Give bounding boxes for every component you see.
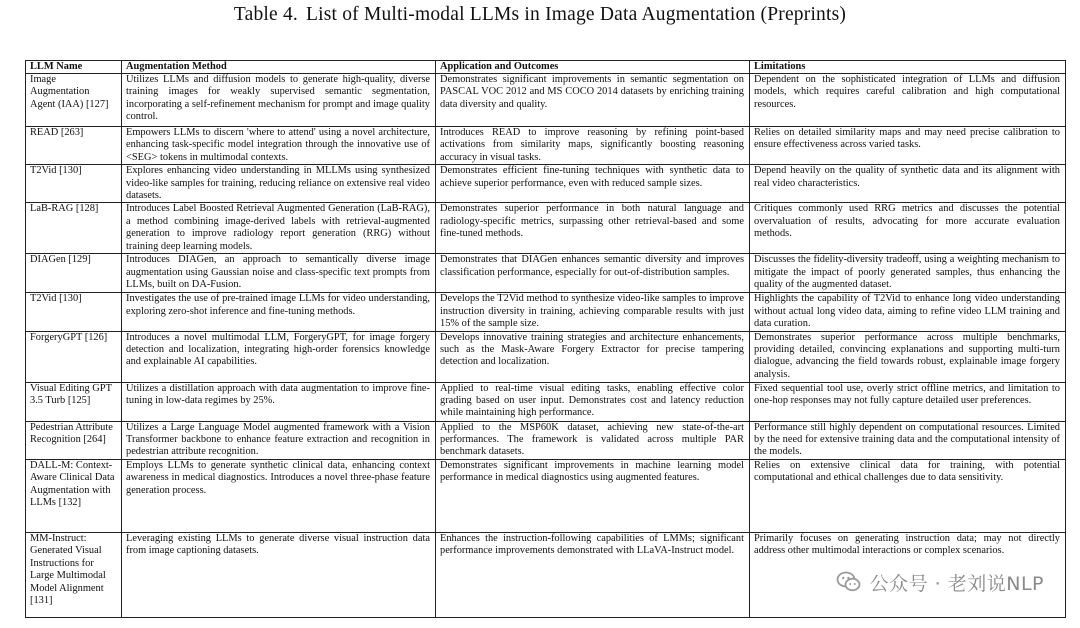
table-row: [26, 421, 1066, 459]
cell-limitation: Relies on extensive clinical data for training, with potential computational and ethical challenges due to data sensitivity.: [750, 459, 1066, 532]
cell-method: Investigates the use of pre-trained image LLMs for video understanding, exploring zero-shot inference and fine-tuning methods.: [122, 293, 436, 331]
header-augmentation-method: Augmentation Method: [122, 61, 436, 74]
cell-llm-name: LaB-RAG [128]: [26, 203, 122, 254]
cell-outcome: Develops innovative training strategies and architecture enhancements, such as the Mask-Aware Forgery Extractor for precise tampering detection and localization.: [436, 331, 750, 382]
llm-table: [25, 60, 1066, 618]
cell-outcome: Applied to real-time visual editing tasks, enabling effective color grading based on user input. Demonstrates cost and latency reduction while maintaining high performance.: [436, 382, 750, 421]
cell-limitation: Primarily focuses on generating instruction data; may not directly address other multimodal interactions or complex scenarios.: [750, 532, 1066, 617]
cell-llm-name: T2Vid [130]: [26, 293, 122, 331]
cell-method: Utilizes a Large Language Model augmented framework with a Vision Transformer backbone to enhance feature extraction and recognition in pedestrian attribute recognition.: [122, 421, 436, 459]
table-row: [26, 127, 1066, 165]
header-application-outcomes: Application and Outcomes: [436, 61, 750, 74]
cell-limitation: Discusses the fidelity-diversity tradeoff, using a weighting mechanism to mitigate the impact of poorly generated samples, thus enhancing the quality of the augmented dataset.: [750, 254, 1066, 293]
cell-outcome: Demonstrates significant improvements in machine learning model performance in medical diagnostics using augmented features.: [436, 459, 750, 532]
cell-method: Introduces a novel multimodal LLM, ForgeryGPT, for image forgery detection and localization, integrating high-order forensics knowledge and explainable AI capabilities.: [122, 331, 436, 382]
table-row: [26, 74, 1066, 127]
cell-outcome: Develops the T2Vid method to synthesize video-like samples to improve instruction diversity in training, achieving comparable results with just 15% of the sample size.: [436, 293, 750, 331]
watermark-text: 公众号 · 老刘说NLP: [869, 572, 1044, 595]
table-row: [26, 203, 1066, 254]
cell-limitation: Highlights the capability of T2Vid to enhance long video understanding without actual long video data, aiming to refine video LLM training and data curation.: [750, 293, 1066, 331]
cell-method: Empowers LLMs to discern 'where to attend' using a novel architecture, enhancing task-specific model integration through the innovative use of <SEG> tokens in multimodal contexts.: [122, 127, 436, 165]
cell-limitation: Performance still highly dependent on computational resources. Limited by the need for extensive training data and the computational intensity of the models.: [750, 421, 1066, 459]
cell-llm-name: ForgeryGPT [126]: [26, 331, 122, 382]
cell-llm-name: READ [263]: [26, 127, 122, 165]
cell-llm-name: Pedestrian Attribute Recognition [264]: [26, 421, 122, 459]
table-row: [26, 293, 1066, 331]
header-limitations: Limitations: [750, 61, 1066, 74]
cell-method: Introduces Label Boosted Retrieval Augmented Generation (LaB-RAG), a method combining image-derived labels with retrieval-augmented generation to improve radiology report generation (RRG) without training deep learning models.: [122, 203, 436, 254]
cell-outcome: Demonstrates efficient fine-tuning techniques with synthetic data to achieve superior performance, even with reduced sample sizes.: [436, 165, 750, 203]
cell-method: Employs LLMs to generate synthetic clinical data, enhancing context awareness in medical diagnostics. Introduces a novel three-phase feature generation process.: [122, 459, 436, 532]
cell-outcome: Demonstrates superior performance in both natural language and radiology-specific metrics, surpassing other retrieval-based and some fine-tuned methods.: [436, 203, 750, 254]
table-row: [26, 331, 1066, 382]
cell-llm-name: DIAGen [129]: [26, 254, 122, 293]
watermark: [836, 568, 1044, 596]
table-row: [26, 254, 1066, 293]
cell-llm-name: T2Vid [130]: [26, 165, 122, 203]
cell-outcome: Enhances the instruction-following capabilities of LMMs; significant performance improvements demonstrated with LLaVA-Instruct model.: [436, 532, 750, 617]
cell-method: Utilizes a distillation approach with data augmentation to improve fine-tuning in low-data regimes by 25%.: [122, 382, 436, 421]
cell-method: Utilizes LLMs and diffusion models to generate high-quality, diverse training images for weakly supervised semantic segmentation, incorporating a self-refinement mechanism for prompt and image quality control.: [122, 74, 436, 127]
table-header-row: [26, 61, 1066, 74]
table-row: [26, 165, 1066, 203]
cell-method: Explores enhancing video understanding in MLLMs using synthesized video-like samples for training, reducing reliance on extensive real video datasets.: [122, 165, 436, 203]
wechat-icon: [836, 569, 862, 595]
cell-outcome: Applied to the MSP60K dataset, achieving new state-of-the-art performances. The framework is validated across multiple PAR benchmark datasets.: [436, 421, 750, 459]
cell-limitation: Depend heavily on the quality of synthetic data and its alignment with real video characteristics.: [750, 165, 1066, 203]
cell-method: Leveraging existing LLMs to generate diverse visual instruction data from image captioning datasets.: [122, 532, 436, 617]
cell-llm-name: Visual Editing GPT 3.5 Turb [125]: [26, 382, 122, 421]
table-caption: [0, 2, 1080, 28]
cell-outcome: Demonstrates significant improvements in semantic segmentation on PASCAL VOC 2012 and MS COCO 2014 datasets by enriching training data diversity and quality.: [436, 74, 750, 127]
caption-label: Table 4.: [233, 4, 299, 25]
table-row: [26, 459, 1066, 532]
cell-outcome: Demonstrates that DIAGen enhances semantic diversity and improves classification performance, especially for out-of-distribution samples.: [436, 254, 750, 293]
cell-llm-name: MM-Instruct: Generated Visual Instructions for Large Multimodal Model Alignment [131]: [26, 532, 122, 617]
cell-llm-name: Image Augmentation Agent (IAA) [127]: [26, 74, 122, 127]
table-row: [26, 382, 1066, 421]
cell-limitation: Demonstrates superior performance across multiple benchmarks, providing detailed, convincing explanations and supporting multi-turn dialogue, advancing the field towards robust, explainable image forgery analysis.: [750, 331, 1066, 382]
cell-limitation: Relies on detailed similarity maps and may need precise calibration to ensure effectiveness across varied tasks.: [750, 127, 1066, 165]
caption-text: List of Multi-modal LLMs in Image Data Augmentation (Preprints): [306, 4, 847, 25]
cell-limitation: Critiques commonly used RRG metrics and discusses the potential overvaluation of results, advocating for more accurate evaluation methods.: [750, 203, 1066, 254]
cell-outcome: Introduces READ to improve reasoning by refining point-based activations from similarity maps, significantly boosting reasoning accuracy in visual tasks.: [436, 127, 750, 165]
cell-limitation: Dependent on the sophisticated integration of LLMs and diffusion models, which requires careful calibration and high computational resources.: [750, 74, 1066, 127]
header-llm-name: LLM Name: [26, 61, 122, 74]
cell-method: Introduces DIAGen, an approach to semantically diverse image augmentation using Gaussian noise and class-specific text prompts from LLMs, built on DA-Fusion.: [122, 254, 436, 293]
cell-limitation: Fixed sequential tool use, overly strict offline metrics, and limitation to one-hop responses may not fully capture detailed user preferences.: [750, 382, 1066, 421]
cell-llm-name: DALL-M: Context-Aware Clinical Data Augmentation with LLMs [132]: [26, 459, 122, 532]
